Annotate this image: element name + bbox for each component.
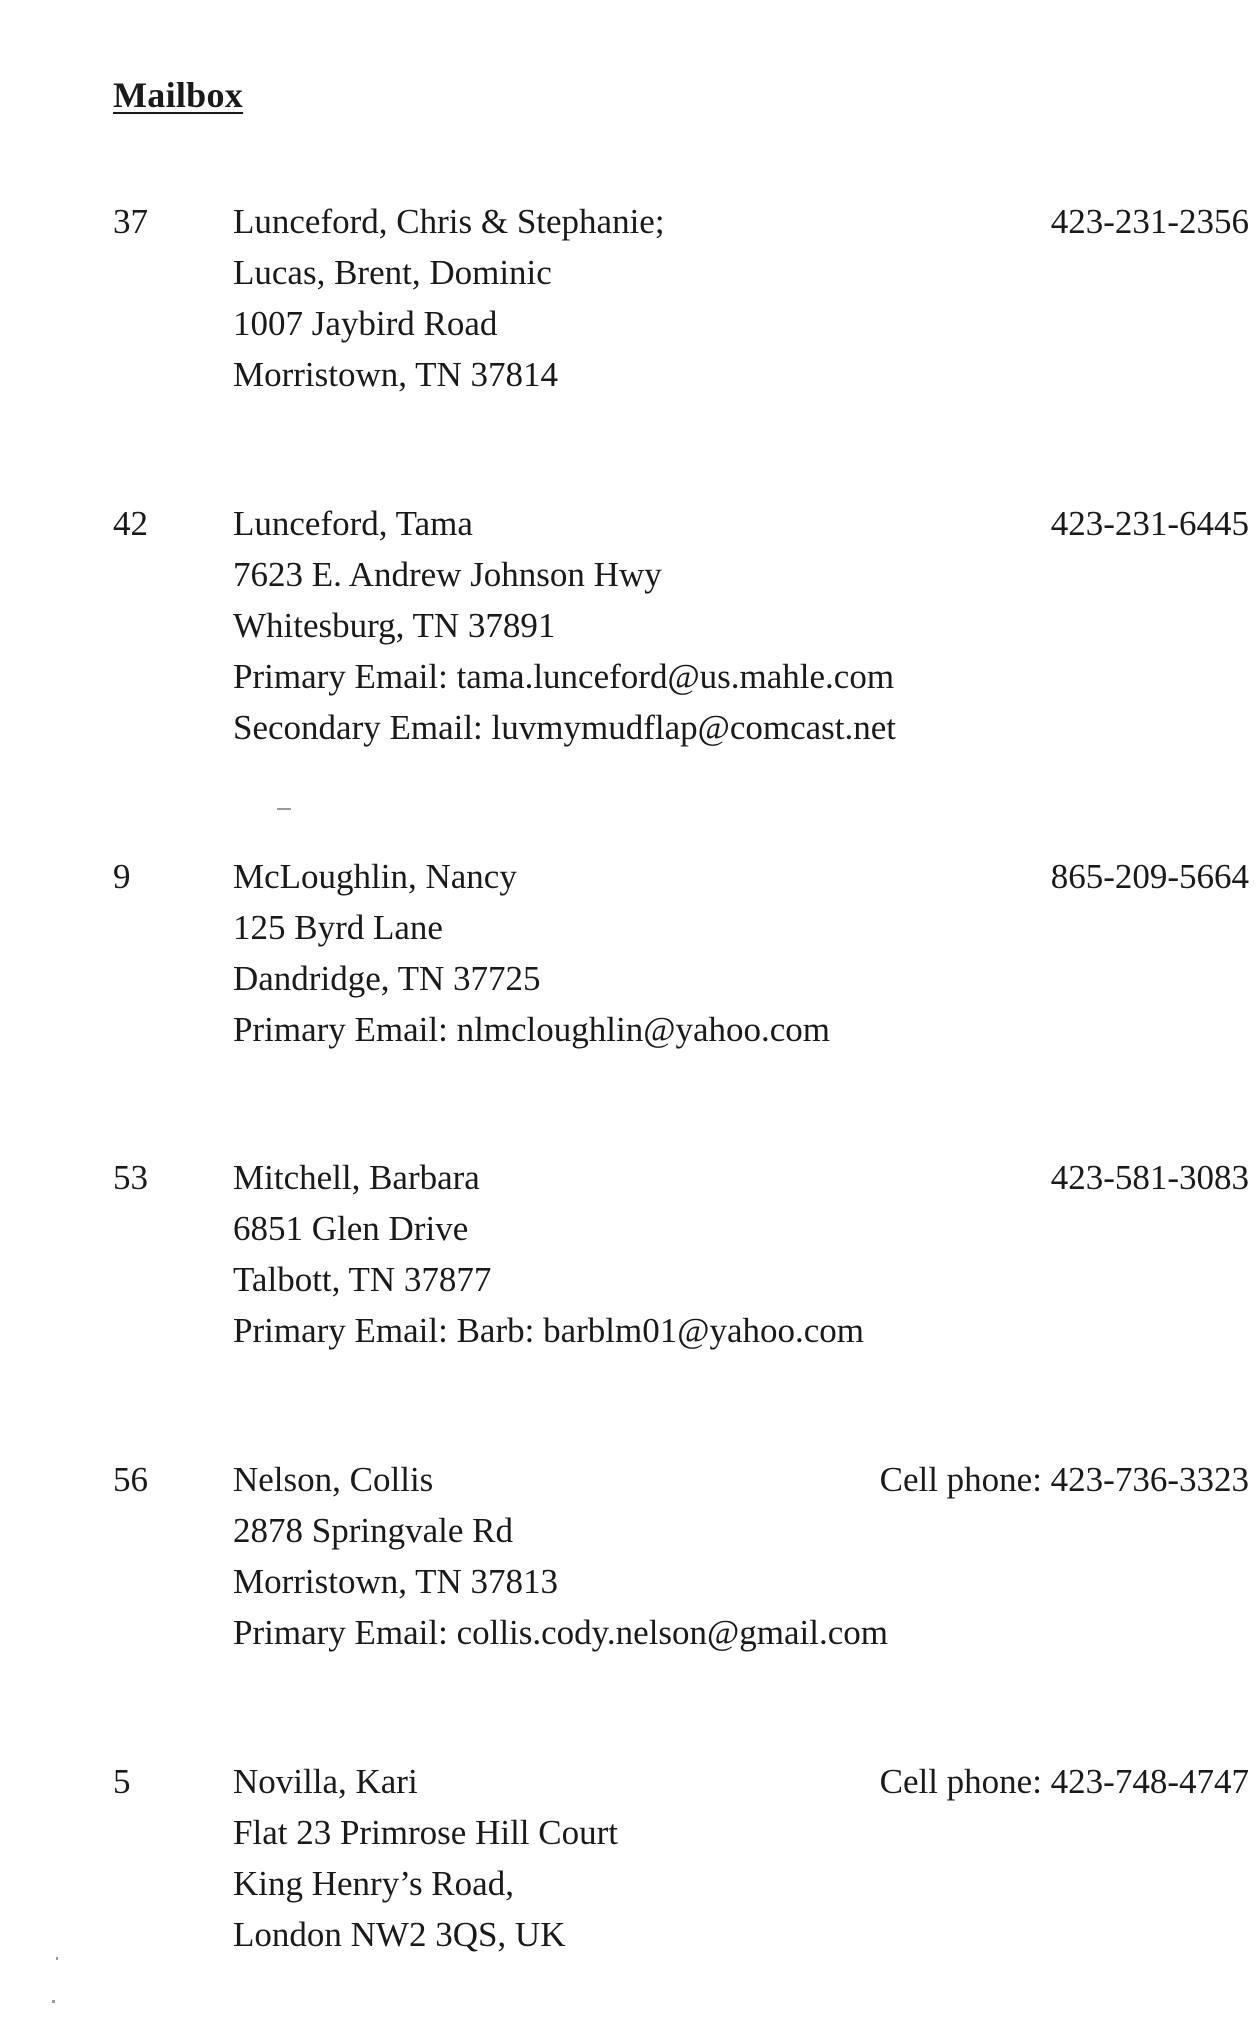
scan-speck: [56, 1957, 58, 1960]
mailbox-number: 53: [113, 1158, 148, 1197]
entry-phone: 423-581-3083: [1050, 1158, 1249, 1197]
entry-details: [233, 196, 665, 400]
entry-name: Nelson, Collis: [233, 1460, 434, 1499]
entry-city: Morristown, TN 37814: [233, 355, 559, 394]
mailbox-number: 56: [113, 1460, 148, 1499]
entry-name: Mitchell, Barbara: [233, 1158, 480, 1197]
entry-name: McLoughlin, Nancy: [233, 857, 517, 896]
entry-city: Talbott, TN 37877: [233, 1260, 492, 1299]
entry-phone: 865-209-5664: [1050, 857, 1249, 896]
entry-street: Flat 23 Primrose Hill Court: [233, 1813, 618, 1852]
entry-primary-email: Primary Email: nlmcloughlin@yahoo.com: [233, 1010, 830, 1049]
entry-phone: Cell phone: 423-748-4747: [879, 1762, 1249, 1801]
entry-phone: Cell phone: 423-736-3323: [879, 1460, 1249, 1499]
mailbox-number: 42: [113, 504, 148, 543]
mailbox-number: 9: [113, 857, 131, 896]
entry-details: [233, 851, 830, 1055]
entry-secondary-email: Secondary Email: luvmymudflap@comcast.net: [233, 708, 897, 747]
entry-street: 125 Byrd Lane: [233, 908, 443, 947]
entry-phone: 423-231-6445: [1050, 504, 1249, 543]
entry-phone: 423-231-2356: [1050, 202, 1249, 241]
entry-details: [233, 1756, 618, 1960]
entry-details: [233, 1152, 864, 1356]
entry-city: Morristown, TN 37813: [233, 1562, 559, 1601]
mailbox-number: 37: [113, 202, 148, 241]
entry-line: Lucas, Brent, Dominic: [233, 253, 552, 292]
entry-street: 7623 E. Andrew Johnson Hwy: [233, 555, 662, 594]
entry-name: Lunceford, Tama: [233, 504, 473, 543]
entry-city: Dandridge, TN 37725: [233, 959, 541, 998]
entry-street: 2878 Springvale Rd: [233, 1511, 513, 1550]
entry-street: 1007 Jaybird Road: [233, 304, 498, 343]
entry-name: Novilla, Kari: [233, 1762, 418, 1801]
mailbox-number: 5: [113, 1762, 131, 1801]
entry-name: Lunceford, Chris & Stephanie;: [233, 202, 665, 241]
entry-primary-email: Primary Email: tama.lunceford@us.mahle.com: [233, 657, 895, 696]
entry-details: [233, 498, 896, 753]
entry-city: Whitesburg, TN 37891: [233, 606, 556, 645]
scan-speck: [277, 808, 291, 810]
entry-primary-email: Primary Email: collis.cody.nelson@gmail.com: [233, 1613, 888, 1652]
entry-primary-email: Primary Email: Barb: barblm01@yahoo.com: [233, 1311, 864, 1350]
entry-country: London NW2 3QS, UK: [233, 1915, 566, 1954]
entry-details: [233, 1454, 888, 1658]
entry-street: 6851 Glen Drive: [233, 1209, 469, 1248]
entry-city: King Henry’s Road,: [233, 1864, 514, 1903]
scan-speck: [52, 2000, 55, 2003]
page-heading: Mailbox: [113, 75, 244, 115]
